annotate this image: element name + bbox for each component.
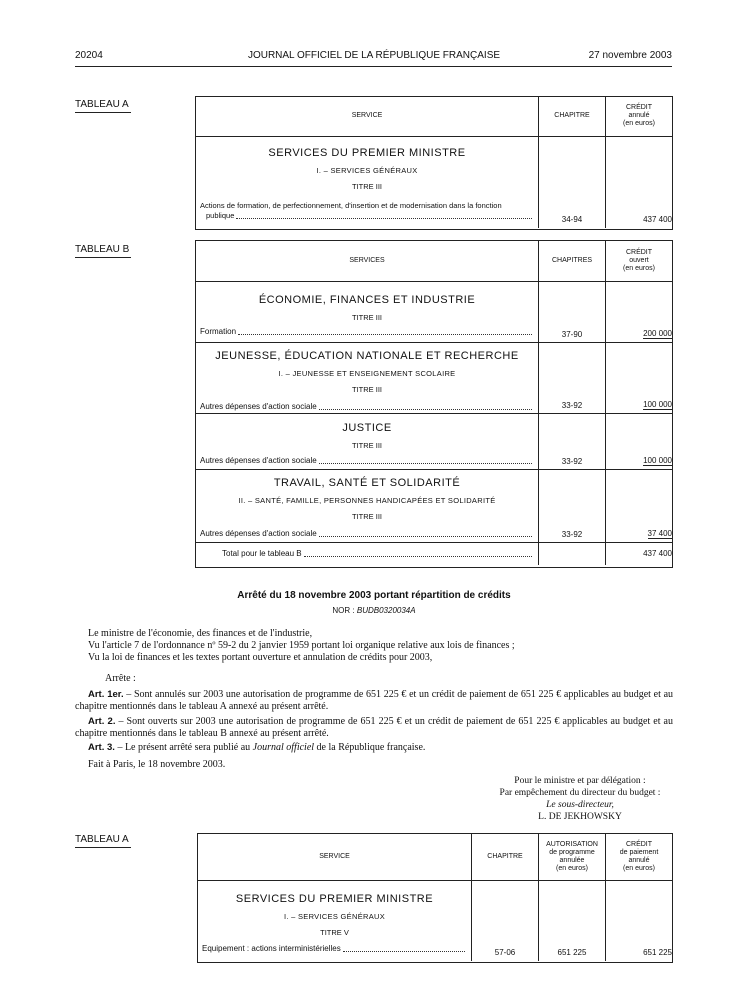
leader-dots (319, 456, 532, 464)
preamble-line-1: Le ministre de l'économie, des finances et de l'industrie, (88, 628, 313, 639)
col-autorisation-header: AUTORISATION de programme annulée (en euros) (539, 834, 606, 880)
section-title: ÉCONOMIE, FINANCES ET INDUSTRIE (258, 293, 476, 306)
arrete-word: Arrête : (105, 673, 136, 684)
leader-dots (238, 327, 532, 335)
article-3-text-a: – Le présent arrêté sera publié au (114, 742, 253, 753)
article-1-label: Art. 1er. (88, 689, 124, 700)
row-label: Equipement : actions interministérielles (202, 943, 341, 953)
signature-line-1: Pour le ministre et par délégation : (514, 776, 646, 786)
article-1-text: – Sont annulés sur 2003 une autorisation de programme de 651 225 € et un crédit de paiement de 651 225 € applicables au budget et au chapitre mentionnés dans le tableau A annexé au présent arrêté. (75, 689, 674, 712)
col-chapitre-header: CHAPITRE (472, 834, 539, 880)
section-title: SERVICES DU PREMIER MINISTRE (268, 146, 466, 159)
leader-dots (319, 402, 532, 410)
leader-dots (343, 944, 465, 952)
section-titre: TITRE III (352, 511, 382, 521)
row-credit: 37 400 (647, 528, 672, 538)
article-3-italic: Journal officiel (252, 742, 315, 753)
tableau-a-label: TABLEAU A (75, 99, 131, 113)
col-credit-header: CRÉDIT annulé (en euros) (606, 97, 673, 136)
section-subtitle: I. – SERVICES GÉNÉRAUX (283, 911, 386, 921)
section-titre: TITRE V (320, 927, 349, 937)
nor-line (0, 606, 748, 615)
row-label: Autres dépenses d'action sociale (200, 455, 317, 465)
article-3 (88, 742, 673, 754)
row-label: Autres dépenses d'action sociale (200, 401, 317, 411)
header-rule (75, 66, 672, 67)
fait-line: Fait à Paris, le 18 novembre 2003. (88, 759, 226, 770)
article-3-text-b: de la République française. (314, 742, 426, 753)
col-credit-header: CRÉDIT ouvert (en euros) (606, 241, 673, 281)
col-credit-header: CRÉDIT de paiement annulé (en euros) (606, 834, 673, 880)
col-service-header: SERVICE (198, 834, 472, 880)
row-label-line2: publique (206, 210, 235, 220)
section-subtitle: I. – JEUNESSE ET ENSEIGNEMENT SCOLAIRE (278, 368, 456, 378)
row-autorisation: 651 225 (539, 880, 606, 961)
row-chapitre: 34-94 (539, 136, 606, 228)
nor-value: BUDB0320034A (356, 606, 416, 615)
section-title: JEUNESSE, ÉDUCATION NATIONALE ET RECHERCHE (215, 349, 519, 362)
section-title: SERVICES DU PREMIER MINISTRE (235, 892, 434, 905)
signature-name: L. DE JEKHOWSKY (538, 812, 622, 822)
section-titre: TITRE III (352, 181, 382, 191)
tableau-a2-table (197, 833, 673, 963)
article-2-label: Art. 2. (88, 716, 116, 727)
arrete-title: Arrêté du 18 novembre 2003 portant répartition de crédits (237, 590, 511, 601)
col-chapitres-header: CHAPITRES (539, 241, 606, 281)
row-chapitre: 57-06 (472, 880, 539, 961)
row-credit: 200 000 (643, 328, 672, 338)
total-label: Total pour le tableau B (222, 548, 302, 558)
tableau-a-table (195, 96, 673, 230)
section-subtitle: II. – SANTÉ, FAMILLE, PERSONNES HANDICAPÉES ET SOLIDARITÉ (238, 495, 496, 505)
row-chapitre: 33-92 (539, 469, 606, 542)
article-2 (75, 716, 673, 740)
nor-label: NOR : (332, 606, 355, 615)
col-services-header: SERVICES (196, 241, 539, 281)
tableau-b-table (195, 240, 673, 568)
row-credit: 437 400 (606, 136, 673, 228)
section-titre: TITRE III (352, 440, 382, 450)
row-credit: 100 000 (643, 455, 672, 465)
row-label-line1: Actions de formation, de perfectionnement, d'insertion et de modernisation dans la fonction (200, 200, 502, 210)
row-chapitre: 37-90 (539, 281, 606, 342)
row-credit: 100 000 (643, 399, 672, 409)
leader-dots (319, 529, 532, 537)
signature-line-3: Le sous-directeur, (546, 800, 614, 810)
row-chapitre: 33-92 (539, 342, 606, 413)
section-title: TRAVAIL, SANTÉ ET SOLIDARITÉ (273, 476, 461, 489)
row-chapitre: 33-92 (539, 413, 606, 469)
total-value: 437 400 (606, 542, 673, 565)
preamble (88, 628, 678, 664)
leader-dots (236, 211, 532, 219)
row-label: Formation (200, 326, 237, 336)
col-chapitre-header: CHAPITRE (539, 97, 606, 136)
article-3-label: Art. 3. (88, 742, 115, 753)
section-subtitle: I. – SERVICES GÉNÉRAUX (316, 165, 418, 175)
preamble-line-3: Vu la loi de finances et les textes portant ouverture et annulation de crédits pour 2003, (88, 652, 433, 663)
section-titre: TITRE III (352, 312, 382, 322)
article-1 (75, 689, 673, 713)
article-2-text: – Sont ouverts sur 2003 une autorisation de programme de 651 225 € et un crédit de paiement de 651 225 € applicables au budget et au chapitre mentionnés dans le tableau B annexé au présent arrêté. (75, 716, 673, 739)
leader-dots (304, 549, 532, 557)
page-number: 20204 (75, 50, 103, 61)
section-title: JUSTICE (342, 421, 392, 434)
tableau-a2-label: TABLEAU A (75, 834, 131, 848)
signature-block (460, 775, 700, 823)
journal-title: JOURNAL OFFICIEL DE LA RÉPUBLIQUE FRANÇAISE (247, 50, 501, 61)
section-titre: TITRE III (352, 384, 382, 394)
issue-date: 27 novembre 2003 (588, 50, 672, 61)
col-service-header: SERVICE (196, 97, 539, 136)
row-credit: 651 225 (606, 880, 673, 961)
row-label: Autres dépenses d'action sociale (200, 528, 317, 538)
signature-line-2: Par empêchement du directeur du budget : (499, 788, 661, 798)
preamble-line-2: Vu l'article 7 de l'ordonnance nº 59-2 du 2 janvier 1959 portant loi organique relative aux lois de finances ; (88, 640, 515, 651)
tableau-b-label: TABLEAU B (75, 244, 131, 258)
